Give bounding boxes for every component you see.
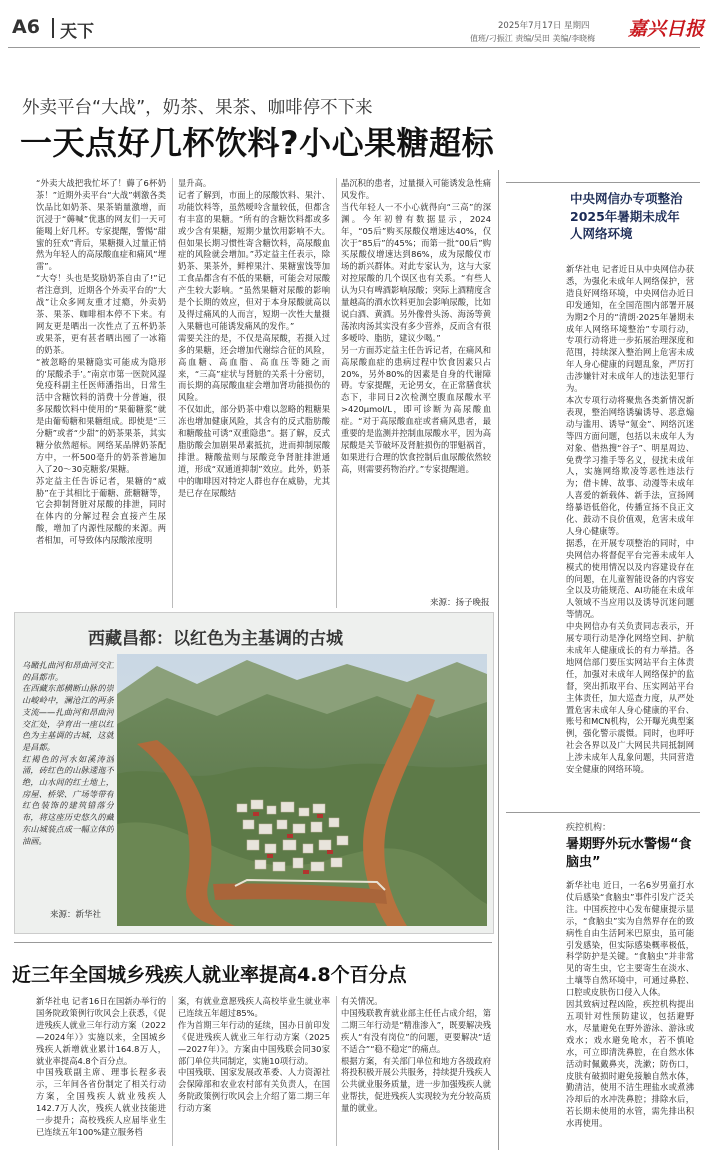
editor-credits: 值班/刁振江 责编/吴田 美编/李晓梅 xyxy=(470,34,596,43)
right-mid-rule xyxy=(506,812,700,813)
amoeba-body: 新华社电 近日，一名6岁男童打水仗后感染“食脑虫”事件引发广泛关注。中国疾控中心发布健康提示显示，“食脑虫”实为自然界存在的致病性自由生活阿米巴原虫，虽可能引发感染，但实际感染概率极低，科学防护是关键。“食脑虫”并非常见的寄生虫，它主要寄生在淡水、土壤等自然环境中，可通过鼻腔、口腔或皮肤伤口侵入人体。 因其致病过程凶险，疾控机构提出五项针对性预防建议，包括避野水，尽量避免在野外游泳、游泳或戏水；戏水避免呛水，若不慎呛水，可立即清洗鼻腔，在自然水体活动时佩戴鼻夹，洗漱；防伤口，皮肤有破损时避免接触自然水体，勤清洁，使用不洁生理盐水或煮沸冷却后的水冲洗鼻腔；排除水后，若长期未使用的水管，需先排出积水再使用。 xyxy=(566,880,694,1129)
page-header xyxy=(0,0,708,48)
column-rule xyxy=(172,996,173,1146)
lead-source: 来源：扬子晚报 xyxy=(430,598,490,608)
network-headline: 中央网信办专项整治2025年暑期未成年人网络环境 xyxy=(570,191,683,241)
lead-column-1: “外卖大战把我忙坏了！薅了6杯奶茶！”近期外卖平台“大战”刺激各类饮品比如奶茶、果茶销量激增，而沉浸于“薅喊”优惠的网友们一天可能喝上好几杯。专家提醒，警惕“甜蜜的狂欢”背后，果糖摄入过量正悄然为年轻人的高尿酸血症和痛风“埋雷”。 “大夸！头也是奖励奶茶自由了!”记者注意到，近期各个外卖平台的“大战”让众多网友重才过瘾，外卖奶茶、果茶、咖啡相本停不下来。有网友更是晒出一次性点了五杯奶茶或果茶，更有甚者晒出囤了一冰箱的奶茶。 “被忽略的果糖隐实可能成为隐形的‘尿酸杀手’。”南京市第一医院风湿免疫科副主任医师潘指出，日常生活中含糖饮料的消费十分普遍，很多尿酸饮料中使用的“果葡糖浆”就是由葡萄糖和果糖组成。即使是“三分糖”或者“少甜”的奶茶果茶，其实糖分依然超标。网络某品牌奶茶配方中，一杯500毫升的奶茶普遍加入了20～30克糖浆/果糖。 苏定益主任告诉记者，果糖的“威胁”在于其相比于葡糖、蔗糖糖等，它会抑制肾脏对尿酸的排泄，同时在体内的分解过程会直接产生尿酸，增加了内源性尿酸的来源。两者相加，可导致体内尿酸浓度明 xyxy=(36,178,166,546)
column-rule xyxy=(336,178,337,608)
bottom-column-3: 有关情况。 中国残联教育就业部主任任占成介绍，第二期三年行动是“精准渗入”，既要解决残疾人“有没有岗位”的问题，更要解决“适不适合”“稳不稳定”的痛点。 根据方案，有关部门单位和地方各级政府将投积极开展公共服务，持续提升残疾人公共就业服务质量，进一步加强残疾人就业帮扶，促进残疾人实现较为充分较高质量的就业。 xyxy=(341,996,491,1114)
header-rule xyxy=(8,47,700,48)
newspaper-logo: 嘉兴日报 xyxy=(628,18,705,40)
amoeba-kicker: 疾控机构： xyxy=(566,823,612,833)
column-rule xyxy=(336,996,337,1146)
bottom-headline: 近三年全国城乡残疾人就业率提高4.8个百分点 xyxy=(12,964,407,986)
amoeba-headline: 暑期野外玩水警惕“食脑虫” xyxy=(566,837,692,870)
tibet-caption: 乌瞰扎曲河和昂曲河交汇的昌都市。 在西藏东部横断山脉的崇山峻岭中，澜沧江的两条支流——扎曲河和昂曲河交汇处，孕育出一座以红色为主基调的古城，这就是昌都。 红褐色的河水如溪涛汹涌，砖红色的山脉逶迤不绝，山水间的红土地上，房屋、桥梁、广场等带有红色装饰的建筑错落分布，将这座历史悠久的藏东山城装点成一幅立体的油画。 xyxy=(22,660,114,846)
page-number: A6 xyxy=(12,16,40,38)
bottom-column-2: 案，有就业意愿残疾人高校毕业生就业率已连续五年超过85%。 作为首期三年行动的延续，国办日前印发《促进残疾人就业三年行动方案（2025—2027年）》。方案由中国残联会同30家部门单位共同制定，实施10项行动。 中国残联、国家发展改革委、人力资源社会保障部和农业农村部有关负责人，在国务院政策例行吹风会上介绍了第二期三年行动方案 xyxy=(178,996,330,1114)
header-divider xyxy=(52,18,54,38)
tibet-title: 西藏昌都：以红色为主基调的古城 xyxy=(88,629,343,649)
tibet-source: 来源：新华社 xyxy=(50,910,102,920)
right-top-rule xyxy=(506,182,700,183)
changdu-aerial-photo xyxy=(117,654,487,926)
lead-column-3: 晶沉积的患者，过量摄入可能诱发急性痛风发作。 当代年轻人一不小心就得向“三高”的深渊。今年初曾有数据显示，2024年，“05后”购买尿酸仪增速达40%，仅次于“85后”的45%；而第一批“00后”购买尿酸仪增速达到86%，成为尿酸仪市场的新兴群体。对此专家认为，这与大家对控尿酸的几个误区也有关系。“有些人认为只有啤酒影响尿酸；突际上酒精度含量越高的酒水饮料更加会影响尿酸，比如说白酒、黄酒。另外像骨头汤、海汤等黄荡浓肉汤其实没有多少营养，反而含有很多嗳呤、脂肪，建议少喝。” 另一方面苏定益主任告诉记者，在痛风和高尿酸血症的患病过程中饮食因素只占20%，另外80%的因素是自身的代谢障碍。专家提醒，无论男女，在正常膳食状态下，非同日2次检测空腹血尿酸水平>420μmol/L，即可诊断为高尿酸血症。“对于高尿酸血症或者痛风患者，最重要的是监测并控制血尿酸水平，因为高尿酸是关节破坏及肾脏损伤的罪魁祸首，如果进行合理的饮食控制后血尿酸依然较高，则需要药物治疗。”专家提醒道。 xyxy=(341,178,491,474)
bottom-column-1: 新华社电 记者16日在国新办举行的国务院政策例行吹风会上获悉，《促进残疾人就业三年行动方案（2022—2024年）》实施以来，全国城乡残疾人新增就业累计164.8万人，就业率提高4.8个百分点。 中国残联副主席、理事长程多表示，三年间各省份制定了相关行动方案，全国残疾人就业残疾人142.7万人次，残疾人就业技能进一步提升；高校残疾人应届毕业生已连续五年100%建立服务档 xyxy=(36,996,166,1137)
section-name: 天下 xyxy=(60,22,94,42)
lead-headline: 一天点好几杯饮料?小心果糖超标 xyxy=(20,124,495,162)
photo-illustration xyxy=(117,654,487,926)
lead-column-2: 显升高。 记者了解到，市面上的尿酸饮料、果汁、功能饮料等，虽然嗳呤含量较低，但都含有丰富的果糖。“所有的含糖饮料都或多或少含有果糖，短期少量饮用影响不大。但如果长期习惯性寄含糖饮料，高尿酸血症的风险就会增加。”苏定益主任表示，除奶茶、果茶外，鲜榨果汁、果糖蜜饯等加工食品都含有不低的果糖，可能会对尿酸产生较大影响。“虽然果糖对尿酸的影响是个长期的效应，但对于本身尿酸就高以及得过痛风的人而言，短期一次性大量摄入果糖也可能诱发痛风的发作。” 需要关注的是，不仅是高尿酸，若摄入过多的果糖，还会增加代谢综合征的风险，高血糖、高血脂、高血压等随之而来，“三高”症状与肾脏的关系十分密切，而长期的高尿酸血症会增加肾功能损伤的风险。 不仅如此，部分奶茶中难以忽略的粗糖果冻也增加健康风险，其含有的反式脂肪酸和糖酸盐可诱“双重隐患”。据了解，反式脂肪酸会加剧果昂素抵抗，进而抑制尿酸排泄。糖酸盐则与尿酸竞争肾脏排泄通道，形成“双通道抑制”效应。此外，奶茶中的咖啡因对特定人群也存在威胁，尤其是已存在尿酸结 xyxy=(178,178,330,498)
network-body: 新华社电 记者近日从中央网信办获悉，为强化未成年人网络保护，营造良好网络环境，中央网信办近日印发通知，在全国范围内部署开展为期2个月的“清朗·2025年暑期未成年人网络环境整治”专项行动，专项行动将进一步拓展治理深度和范围，持续深入整治网上危害未成年人身心健康的问题乱象，严厉打击涉嫌针对未成年人的违法犯罪行为。 本次专项行动将聚焦各类新情况新表现，整治网络诱骗诱导、恶意煽动与滥用、诱导“氪金”、网络沉迷等四方面问题，包括以未成年人为对象、借热搜“谷子”、明星周边、免费学习推手等名义，侵扰未成年人，实施网络欺凌等恶性违法行为；借卡牌、故事、动漫等未成年人喜爱的新载体、新手法，宣扬网络暴语低俗化，传播宣扬不良正文化、鼓动不良价值观，危害未成年人身心健康等。 据悉，在开展专项整治的同时，中央网信办将督促平台完善未成年人模式的使用情况以及内容建设存在的问题，在儿童智能设备的内容安全以及功能规范、AI功能在未成年人领域不当应用以及诱导沉迷问题等情况。 中央网信办有关负责同志表示，开展专项行动是净化网络空间、护航未成年人健康成长的有力举措。各地网信部门要压实网站平台主体责任，加强对未成年人网络保护的监督，突出抓取平台、压实网站平台主体责任，加大巡查力度，从严处置危害未成年人身心健康的平台、账号和MCN机构，公开曝光典型案例，强化警示震慑。同时，也呼吁社会各界以及广大网民共同抵制网上涉未成年人乱象问题，共同营造安全健康的网络环境。 xyxy=(566,264,694,775)
lead-kicker: 外卖平台“大战”，奶茶、果茶、咖啡停不下来 xyxy=(22,98,373,118)
section-rule xyxy=(14,942,492,943)
issue-date: 2025年7月17日 星期四 xyxy=(498,21,590,31)
column-rule xyxy=(172,178,173,608)
section-rule xyxy=(498,170,499,1150)
